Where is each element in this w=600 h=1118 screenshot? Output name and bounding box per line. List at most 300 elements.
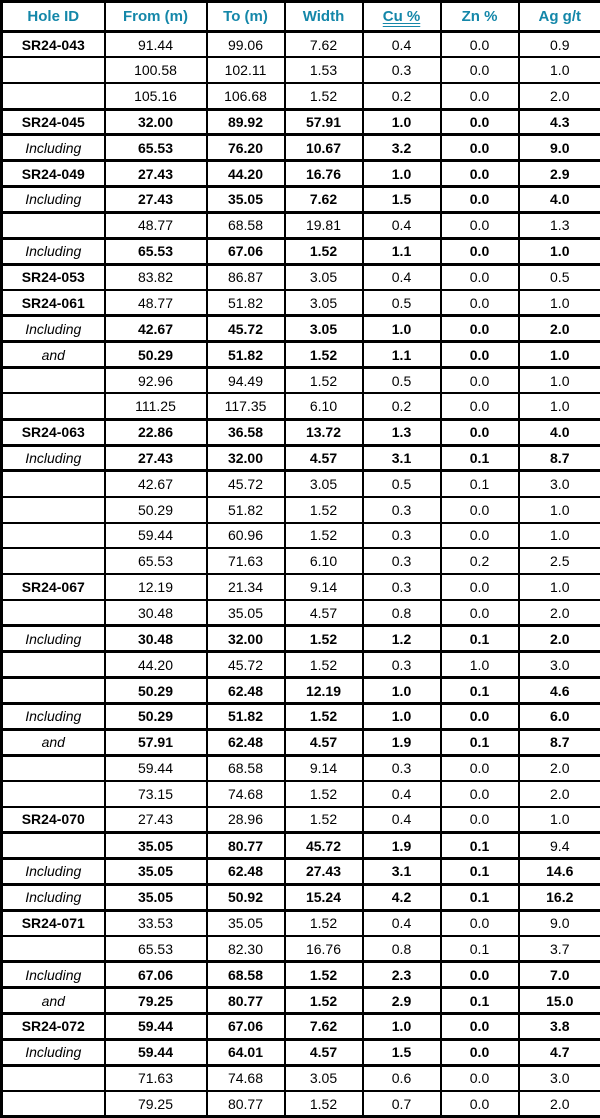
cell-cu: 1.5 <box>363 1039 441 1065</box>
cell-hole-id: and <box>2 729 105 755</box>
cell-cu: 0.4 <box>363 264 441 290</box>
cell-from: 44.20 <box>105 652 207 678</box>
cell-zn: 0.0 <box>441 212 519 238</box>
cell-from: 79.25 <box>105 988 207 1014</box>
cell-ag: 9.0 <box>519 135 600 161</box>
cell-zn: 0.0 <box>441 523 519 549</box>
cell-zn: 0.0 <box>441 393 519 419</box>
cell-to: 35.05 <box>207 910 285 936</box>
cell-zn: 0.0 <box>441 57 519 83</box>
table-row <box>2 212 600 238</box>
cell-to: 106.68 <box>207 83 285 109</box>
cell-ag: 2.0 <box>519 781 600 807</box>
cell-ag: 1.0 <box>519 807 600 833</box>
cell-to: 51.82 <box>207 290 285 316</box>
cell-cu: 2.3 <box>363 962 441 988</box>
cell-width: 6.10 <box>285 393 363 419</box>
cell-to: 76.20 <box>207 135 285 161</box>
cell-ag: 1.0 <box>519 523 600 549</box>
cell-hole-id <box>2 936 105 962</box>
table-row <box>2 729 600 755</box>
cell-to: 89.92 <box>207 109 285 135</box>
cell-width: 7.62 <box>285 32 363 58</box>
cell-zn: 0.1 <box>441 626 519 652</box>
cell-from: 83.82 <box>105 264 207 290</box>
cell-width: 3.05 <box>285 264 363 290</box>
cell-zn: 0.0 <box>441 135 519 161</box>
cell-from: 48.77 <box>105 212 207 238</box>
cell-cu: 1.5 <box>363 187 441 213</box>
cell-zn: 0.0 <box>441 497 519 523</box>
cell-from: 100.58 <box>105 57 207 83</box>
cell-to: 50.92 <box>207 884 285 910</box>
cell-cu: 1.9 <box>363 833 441 859</box>
table-row <box>2 135 600 161</box>
cell-from: 65.53 <box>105 135 207 161</box>
cell-zn: 0.0 <box>441 264 519 290</box>
cell-zn: 0.0 <box>441 342 519 368</box>
cell-ag: 16.2 <box>519 884 600 910</box>
cell-zn: 0.0 <box>441 109 519 135</box>
cell-cu: 0.8 <box>363 600 441 626</box>
cell-ag: 3.0 <box>519 471 600 497</box>
cell-cu: 0.4 <box>363 910 441 936</box>
cell-ag: 1.0 <box>519 497 600 523</box>
cell-ag: 1.0 <box>519 574 600 600</box>
cell-to: 32.00 <box>207 626 285 652</box>
cell-hole-id <box>2 57 105 83</box>
cell-cu: 0.2 <box>363 83 441 109</box>
cell-width: 3.05 <box>285 290 363 316</box>
cell-width: 1.52 <box>285 367 363 393</box>
cell-width: 1.52 <box>285 807 363 833</box>
cell-cu: 0.2 <box>363 393 441 419</box>
cell-from: 35.05 <box>105 833 207 859</box>
table-row <box>2 859 600 885</box>
cell-zn: 0.0 <box>441 1091 519 1117</box>
cell-to: 74.68 <box>207 1065 285 1091</box>
cell-ag: 2.0 <box>519 755 600 781</box>
cell-width: 9.14 <box>285 574 363 600</box>
cell-width: 4.57 <box>285 1039 363 1065</box>
cell-hole-id: Including <box>2 187 105 213</box>
cell-to: 51.82 <box>207 497 285 523</box>
cell-from: 32.00 <box>105 109 207 135</box>
cell-hole-id: SR24-063 <box>2 419 105 445</box>
cell-hole-id <box>2 600 105 626</box>
cell-zn: 0.1 <box>441 936 519 962</box>
cell-to: 67.06 <box>207 238 285 264</box>
cell-cu: 1.0 <box>363 161 441 187</box>
cell-width: 12.19 <box>285 678 363 704</box>
table-row <box>2 238 600 264</box>
cell-hole-id: SR24-072 <box>2 1014 105 1040</box>
cell-zn: 0.0 <box>441 83 519 109</box>
cell-hole-id: SR24-043 <box>2 32 105 58</box>
cell-zn: 0.0 <box>441 187 519 213</box>
cell-cu: 0.3 <box>363 548 441 574</box>
cell-from: 50.29 <box>105 703 207 729</box>
cell-to: 51.82 <box>207 342 285 368</box>
cell-cu: 0.5 <box>363 367 441 393</box>
cell-to: 51.82 <box>207 703 285 729</box>
table-row <box>2 419 600 445</box>
cell-ag: 4.0 <box>519 419 600 445</box>
cell-to: 64.01 <box>207 1039 285 1065</box>
cell-cu: 1.9 <box>363 729 441 755</box>
cell-width: 45.72 <box>285 833 363 859</box>
cell-hole-id: and <box>2 342 105 368</box>
cell-cu: 0.3 <box>363 652 441 678</box>
cell-zn: 1.0 <box>441 652 519 678</box>
cell-cu: 3.2 <box>363 135 441 161</box>
cell-hole-id: Including <box>2 884 105 910</box>
table-row <box>2 703 600 729</box>
cell-zn: 0.0 <box>441 161 519 187</box>
cell-width: 1.52 <box>285 962 363 988</box>
cell-from: 30.48 <box>105 600 207 626</box>
cell-from: 73.15 <box>105 781 207 807</box>
cell-width: 4.57 <box>285 729 363 755</box>
table-row <box>2 574 600 600</box>
cell-to: 80.77 <box>207 988 285 1014</box>
cell-from: 65.53 <box>105 548 207 574</box>
cell-from: 50.29 <box>105 342 207 368</box>
cell-width: 10.67 <box>285 135 363 161</box>
cell-from: 27.43 <box>105 187 207 213</box>
cell-to: 74.68 <box>207 781 285 807</box>
cell-width: 6.10 <box>285 548 363 574</box>
cell-width: 1.52 <box>285 703 363 729</box>
cell-cu: 1.0 <box>363 109 441 135</box>
cell-zn: 0.1 <box>441 471 519 497</box>
cell-zn: 0.0 <box>441 910 519 936</box>
cell-width: 1.52 <box>285 910 363 936</box>
cell-hole-id: Including <box>2 626 105 652</box>
cell-from: 79.25 <box>105 1091 207 1117</box>
cell-to: 35.05 <box>207 187 285 213</box>
cell-width: 1.52 <box>285 342 363 368</box>
table-row <box>2 781 600 807</box>
table-row <box>2 988 600 1014</box>
cell-zn: 0.0 <box>441 1014 519 1040</box>
cell-from: 57.91 <box>105 729 207 755</box>
cell-to: 45.72 <box>207 316 285 342</box>
table-row <box>2 342 600 368</box>
cell-from: 59.44 <box>105 523 207 549</box>
cell-zn: 0.1 <box>441 859 519 885</box>
cell-from: 59.44 <box>105 1014 207 1040</box>
cell-hole-id: SR24-049 <box>2 161 105 187</box>
column-header-ag: Ag g/t <box>519 2 600 32</box>
column-header-from: From (m) <box>105 2 207 32</box>
cell-ag: 0.9 <box>519 32 600 58</box>
cell-ag: 0.5 <box>519 264 600 290</box>
cell-zn: 0.0 <box>441 807 519 833</box>
cell-ag: 4.0 <box>519 187 600 213</box>
cell-cu: 0.3 <box>363 574 441 600</box>
cell-ag: 8.7 <box>519 729 600 755</box>
cell-to: 21.34 <box>207 574 285 600</box>
cell-to: 45.72 <box>207 652 285 678</box>
cell-width: 19.81 <box>285 212 363 238</box>
cell-cu: 4.2 <box>363 884 441 910</box>
cell-cu: 1.0 <box>363 316 441 342</box>
cell-hole-id <box>2 367 105 393</box>
cu-header-label: Cu % <box>383 8 421 25</box>
cell-to: 32.00 <box>207 445 285 471</box>
cell-zn: 0.0 <box>441 781 519 807</box>
cell-zn: 0.0 <box>441 367 519 393</box>
cell-cu: 1.0 <box>363 678 441 704</box>
cell-width: 4.57 <box>285 600 363 626</box>
cell-width: 7.62 <box>285 187 363 213</box>
cell-from: 59.44 <box>105 1039 207 1065</box>
table-row <box>2 471 600 497</box>
cell-cu: 0.8 <box>363 936 441 962</box>
cell-to: 80.77 <box>207 1091 285 1117</box>
cell-width: 1.52 <box>285 626 363 652</box>
table-row <box>2 962 600 988</box>
cell-hole-id: Including <box>2 316 105 342</box>
cell-hole-id: Including <box>2 238 105 264</box>
cell-width: 9.14 <box>285 755 363 781</box>
cell-width: 1.52 <box>285 988 363 1014</box>
table-row <box>2 884 600 910</box>
cell-zn: 0.0 <box>441 290 519 316</box>
cell-hole-id: Including <box>2 135 105 161</box>
cell-from: 65.53 <box>105 936 207 962</box>
cell-hole-id <box>2 1065 105 1091</box>
cell-cu: 0.5 <box>363 290 441 316</box>
cell-cu: 0.4 <box>363 32 441 58</box>
table-row <box>2 600 600 626</box>
cell-hole-id <box>2 781 105 807</box>
cell-from: 35.05 <box>105 884 207 910</box>
cell-width: 1.52 <box>285 497 363 523</box>
cell-to: 82.30 <box>207 936 285 962</box>
cell-hole-id <box>2 471 105 497</box>
cell-width: 16.76 <box>285 161 363 187</box>
cell-width: 13.72 <box>285 419 363 445</box>
cell-hole-id <box>2 393 105 419</box>
cell-to: 60.96 <box>207 523 285 549</box>
cell-width: 1.53 <box>285 57 363 83</box>
table-row <box>2 626 600 652</box>
cell-zn: 0.1 <box>441 833 519 859</box>
cell-from: 50.29 <box>105 678 207 704</box>
cell-width: 1.52 <box>285 238 363 264</box>
cell-hole-id: SR24-067 <box>2 574 105 600</box>
cell-cu: 0.4 <box>363 212 441 238</box>
table-row <box>2 32 600 58</box>
cell-hole-id: SR24-071 <box>2 910 105 936</box>
cell-ag: 1.3 <box>519 212 600 238</box>
cell-cu: 1.2 <box>363 626 441 652</box>
cell-from: 30.48 <box>105 626 207 652</box>
table-row <box>2 161 600 187</box>
cell-ag: 2.0 <box>519 1091 600 1117</box>
table-row <box>2 497 600 523</box>
cell-ag: 2.0 <box>519 316 600 342</box>
cell-cu: 0.4 <box>363 781 441 807</box>
cell-ag: 1.0 <box>519 393 600 419</box>
cell-from: 42.67 <box>105 316 207 342</box>
cell-from: 22.86 <box>105 419 207 445</box>
cell-cu: 0.5 <box>363 471 441 497</box>
cell-ag: 7.0 <box>519 962 600 988</box>
cell-cu: 0.6 <box>363 1065 441 1091</box>
cell-zn: 0.0 <box>441 962 519 988</box>
table-row <box>2 367 600 393</box>
cell-to: 36.58 <box>207 419 285 445</box>
cell-hole-id <box>2 523 105 549</box>
cell-hole-id <box>2 548 105 574</box>
cell-hole-id <box>2 497 105 523</box>
cell-ag: 3.0 <box>519 1065 600 1091</box>
cell-width: 3.05 <box>285 1065 363 1091</box>
cell-to: 68.58 <box>207 755 285 781</box>
cell-cu: 1.0 <box>363 703 441 729</box>
table-row <box>2 1014 600 1040</box>
column-header-cu <box>363 2 441 32</box>
cell-cu: 1.1 <box>363 238 441 264</box>
table-row <box>2 83 600 109</box>
cell-to: 71.63 <box>207 548 285 574</box>
cell-hole-id: SR24-070 <box>2 807 105 833</box>
table-row <box>2 1091 600 1117</box>
cell-from: 35.05 <box>105 859 207 885</box>
cell-hole-id <box>2 755 105 781</box>
table-row <box>2 109 600 135</box>
cell-zn: 0.0 <box>441 1065 519 1091</box>
table-row <box>2 548 600 574</box>
cell-ag: 4.3 <box>519 109 600 135</box>
column-header-hole-id: Hole ID <box>2 2 105 32</box>
cell-from: 67.06 <box>105 962 207 988</box>
table-row <box>2 187 600 213</box>
cell-width: 3.05 <box>285 316 363 342</box>
cell-to: 62.48 <box>207 859 285 885</box>
cell-cu: 0.3 <box>363 523 441 549</box>
cell-hole-id <box>2 678 105 704</box>
cell-hole-id <box>2 833 105 859</box>
cell-from: 111.25 <box>105 393 207 419</box>
cell-ag: 6.0 <box>519 703 600 729</box>
table-row <box>2 523 600 549</box>
cell-cu: 1.1 <box>363 342 441 368</box>
column-header-zn: Zn % <box>441 2 519 32</box>
cell-hole-id <box>2 83 105 109</box>
cell-from: 27.43 <box>105 445 207 471</box>
table-row <box>2 393 600 419</box>
cell-width: 1.52 <box>285 781 363 807</box>
cell-width: 4.57 <box>285 445 363 471</box>
cell-width: 57.91 <box>285 109 363 135</box>
column-header-width: Width <box>285 2 363 32</box>
cell-cu: 3.1 <box>363 445 441 471</box>
cell-from: 71.63 <box>105 1065 207 1091</box>
cell-hole-id: SR24-053 <box>2 264 105 290</box>
cell-to: 68.58 <box>207 962 285 988</box>
table-row <box>2 936 600 962</box>
cell-ag: 14.6 <box>519 859 600 885</box>
cell-from: 48.77 <box>105 290 207 316</box>
cell-cu: 0.3 <box>363 755 441 781</box>
cell-from: 33.53 <box>105 910 207 936</box>
cell-from: 59.44 <box>105 755 207 781</box>
cell-ag: 1.0 <box>519 57 600 83</box>
cell-to: 35.05 <box>207 600 285 626</box>
cell-zn: 0.1 <box>441 729 519 755</box>
cell-width: 16.76 <box>285 936 363 962</box>
cell-hole-id: SR24-045 <box>2 109 105 135</box>
table-row <box>2 807 600 833</box>
table-body <box>2 32 600 1117</box>
cell-from: 27.43 <box>105 807 207 833</box>
cell-ag: 3.7 <box>519 936 600 962</box>
cell-ag: 8.7 <box>519 445 600 471</box>
cell-zn: 0.0 <box>441 574 519 600</box>
cell-to: 99.06 <box>207 32 285 58</box>
cell-hole-id: Including <box>2 962 105 988</box>
cell-ag: 1.0 <box>519 290 600 316</box>
cell-to: 94.49 <box>207 367 285 393</box>
cell-zn: 0.0 <box>441 600 519 626</box>
cell-zn: 0.0 <box>441 1039 519 1065</box>
table-row <box>2 910 600 936</box>
cell-to: 117.35 <box>207 393 285 419</box>
cell-width: 7.62 <box>285 1014 363 1040</box>
cell-ag: 2.0 <box>519 626 600 652</box>
cell-width: 1.52 <box>285 523 363 549</box>
cell-to: 102.11 <box>207 57 285 83</box>
cell-from: 105.16 <box>105 83 207 109</box>
cell-zn: 0.1 <box>441 445 519 471</box>
cell-cu: 0.3 <box>363 57 441 83</box>
cell-hole-id: Including <box>2 859 105 885</box>
cell-zn: 0.1 <box>441 884 519 910</box>
cell-to: 68.58 <box>207 212 285 238</box>
cell-zn: 0.0 <box>441 316 519 342</box>
table-row <box>2 57 600 83</box>
cell-ag: 2.0 <box>519 600 600 626</box>
cell-hole-id: SR24-061 <box>2 290 105 316</box>
cell-hole-id: Including <box>2 703 105 729</box>
cell-to: 45.72 <box>207 471 285 497</box>
cell-ag: 1.0 <box>519 238 600 264</box>
cell-from: 12.19 <box>105 574 207 600</box>
cell-ag: 2.0 <box>519 83 600 109</box>
cell-width: 1.52 <box>285 652 363 678</box>
cell-cu: 0.3 <box>363 497 441 523</box>
cell-ag: 2.9 <box>519 161 600 187</box>
table-row <box>2 652 600 678</box>
table-row <box>2 445 600 471</box>
cell-zn: 0.1 <box>441 988 519 1014</box>
cell-from: 92.96 <box>105 367 207 393</box>
cell-from: 65.53 <box>105 238 207 264</box>
table-row <box>2 755 600 781</box>
cell-width: 1.52 <box>285 1091 363 1117</box>
cell-hole-id: Including <box>2 1039 105 1065</box>
table-row <box>2 1039 600 1065</box>
table-row <box>2 290 600 316</box>
cell-ag: 4.6 <box>519 678 600 704</box>
cell-to: 62.48 <box>207 729 285 755</box>
cell-hole-id <box>2 652 105 678</box>
cell-cu: 0.7 <box>363 1091 441 1117</box>
